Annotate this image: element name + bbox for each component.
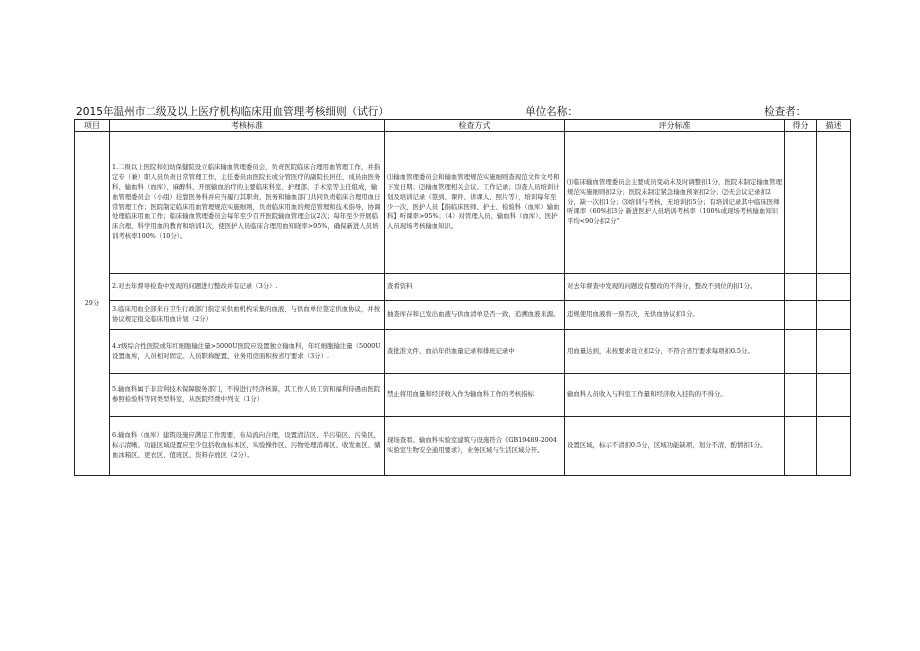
scoring-text: 违规使用血液将一票否决，无供血协议扣1分。: [567, 310, 699, 319]
score-input-cell[interactable]: [785, 417, 817, 476]
scoring-text: 对去年督查中发现的问题没有整改的不得分，整改不到位的扣1分。: [567, 282, 757, 291]
method-text: 现场查看。输血科实验室建筑与设施符合《GB19489-2004实验室生物安全通用要求》，业务区域与生活区域分开。: [387, 436, 557, 454]
method-cell: [385, 274, 565, 301]
standard-text: 4.r级综合性医院或年红细胞输注量>5000U医院应设置独立输血科，年红细胞输注量（5000U设置血库，人员相对固定。人员职称配置、业务用房面积按省厅要求（3分）.: [112, 341, 381, 360]
document-title: 2015年温州市二级及以上医疗机构临床用血管理考核细则（试行）: [76, 106, 389, 118]
table-row: [75, 274, 851, 301]
table-row: [75, 132, 851, 274]
assessment-table: [74, 119, 851, 476]
score-input-cell[interactable]: [785, 132, 817, 274]
score-input-cell[interactable]: [785, 301, 817, 330]
document-header: [76, 104, 856, 120]
scoring-cell: [565, 374, 785, 417]
col-header-standard: 考核标准: [110, 120, 385, 132]
description-input-cell[interactable]: [817, 132, 851, 274]
inspector-label: 检查者：: [764, 106, 807, 118]
scoring-cell: [565, 132, 785, 274]
scoring-text: 输血科人员收入与科室工作量和经济收入挂钩的不得分。: [567, 390, 727, 399]
standard-text: 6.输血科（血库）建筑设施应满足工作需要，布局流向合理，设置清洁区、半污染区、污染区，标示清晰。功能区域设置应至少包括收血标本区、实验操作区、污物处理消毒区、收发血区、储血冰箱区、更衣区、值班区、资料存放区（2分）。: [112, 431, 381, 459]
scoring-cell: [565, 301, 785, 330]
scoring-cell: [565, 330, 785, 374]
scoring-text: 设置区域，标示不清扣0.5分，区域功能缺项，划分不清，酌情扣1分。: [567, 441, 767, 450]
method-text: 抽查库存和已发出血液与供血清单是否一致，追溯血液来源。: [387, 310, 560, 319]
standard-text: 2.对去年督导检查中发现的问题进行整改并有记录（3分）.: [112, 282, 278, 291]
standard-cell: [110, 374, 385, 417]
col-header-method: 检查方式: [385, 120, 565, 132]
scoring-cell: [565, 274, 785, 301]
col-header-scoring: 评分标准: [565, 120, 785, 132]
col-header-item: 项目: [75, 120, 110, 132]
standard-text: 3.临床用血全部来自卫生行政部门指定采供血机构采集的血液，与供血单位签定供血协议，并按协议规定报交临床用血计划（2分）: [112, 305, 381, 323]
table-row: [75, 330, 851, 374]
method-cell: [385, 374, 565, 417]
standard-cell: [110, 301, 385, 330]
col-header-score: 得分: [785, 120, 817, 132]
method-text: 查批准文件、血站年供血量记录和排班记录中: [387, 346, 515, 355]
description-input-cell[interactable]: [817, 274, 851, 301]
description-input-cell[interactable]: [817, 330, 851, 374]
method-text: 禁止将用血量和经济收入作为输血科工作的考核指标: [387, 390, 534, 399]
standard-text: 1.二级以上医院和妇幼保健院设立临床输血管理委员会，负责医院临床合理用血管理工作，并指定专（兼）职人员负责日常管理工作，主任委员由医院长或分管医疗的副院长担任，成员由医务科、输血科（血库）、麻醉科、开展输血治疗的主要临床科室、护理部、手术室等主任组成，输血管理委员会（小组）挂靠医务科并应当履行其职责，医务和输血部门共同负责临床合理用血日常管理工作；医院制定临床用血管理规范实施细则，负责临床用血的规范管理和技术指导，协调处理临床用血工作；临床输血管理委员会每年至少召开医院输血管理会议2次；每年至少开展临床合理、科学用血的教育和培训1次，使医护人员临床合理用血知晓率>95%，确保新进人员培训考核率100%（10分）。: [112, 163, 381, 240]
table-row: [75, 301, 851, 330]
description-input-cell[interactable]: [817, 374, 851, 417]
score-input-cell[interactable]: [785, 330, 817, 374]
unit-name-label: 单位名称：: [525, 106, 578, 118]
score-input-cell[interactable]: [785, 274, 817, 301]
table-header-row: [75, 120, 851, 132]
method-cell: [385, 417, 565, 476]
method-cell: [385, 330, 565, 374]
standard-text: 5.输血科属于非营利技术保障服务部门，不得进行经济核算，其工作人员工资和福利待遇由医院参照检验科等同类型科室，从医院经费中列支（1分）: [112, 385, 381, 403]
table-row: [75, 374, 851, 417]
score-input-cell[interactable]: [785, 374, 817, 417]
group-score-cell: 29分: [75, 132, 110, 476]
method-text: 查看资料: [387, 282, 413, 291]
standard-cell: [110, 274, 385, 301]
standard-cell: [110, 132, 385, 274]
col-header-description: 描述: [817, 120, 851, 132]
description-input-cell[interactable]: [817, 301, 851, 330]
scoring-text: ⑴临床输血管理委员会主要成员变动未及时调整扣1分，医院未制定输血管理规范实施细则扣2分；医院未制定紧急输血预案扣2分；⑵无会议记录扣2分，缺一次扣1分；⑶培训与考核，无培训扣5分；有培训记录其中临床医师听课率（60%扣3分 新进医护人员培训考核率（100%或现场考核输血知识平均<90分扣2分”: [567, 178, 782, 226]
method-cell: [385, 132, 565, 274]
table-row: [75, 417, 851, 476]
standard-cell: [110, 330, 385, 374]
standard-cell: [110, 417, 385, 476]
scoring-cell: [565, 417, 785, 476]
scoring-text: 用血量达到，未按要求设立扣2分，不符合省厅要求每项扣0.5分。: [567, 346, 754, 355]
description-input-cell[interactable]: [817, 417, 851, 476]
method-text: ⑴输血管理委员会和输血管理规范实施细则查现范文件文号和下发日期；⑵输血管理相关会议、工作记录；⑶查人员培训计划及培训记录（签到、课件、讲课人、照片等），培训每年至少一次，医护人员【指临床医师、护士、检验科（血库）输血科】听课率>95%；（4）对管理人员、输血科（血库）、医护人员现场考核输血知识。: [387, 173, 560, 231]
method-cell: [385, 301, 565, 330]
